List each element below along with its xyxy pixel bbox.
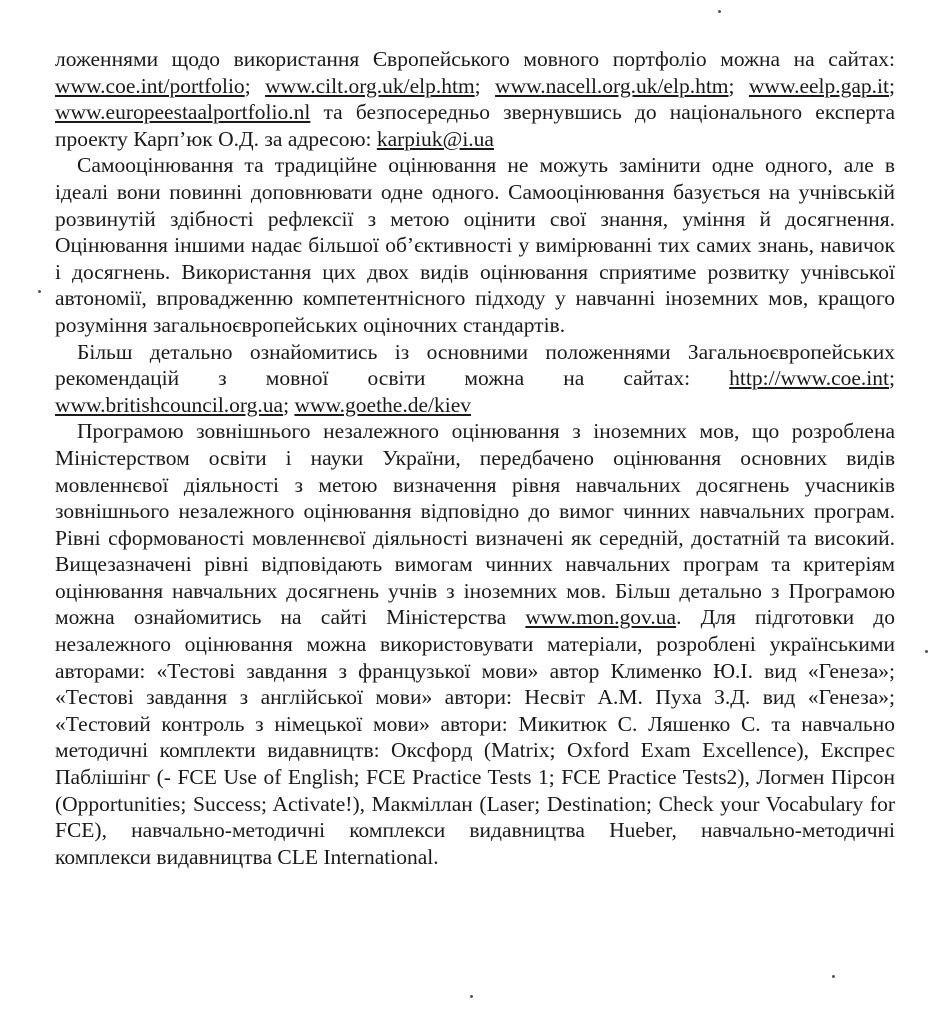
link-britishcouncil[interactable]: www.britishcouncil.org.ua bbox=[55, 392, 284, 417]
paragraph-portfolio-sites bbox=[55, 46, 895, 152]
paragraph-recommendations bbox=[55, 339, 895, 419]
text-segment: ; bbox=[889, 73, 895, 98]
text-segment: . Для підготовки до незалежного оцінювання можна використовувати матеріали, розроблені українськими авторами: «Тестові завдання з французької мови» автор Клименко Ю.І. вид «Генеза»; «Тестові завдання з англійської мови» автори: Несвіт А.М. Пуха З.Д. вид «Генеза»; «Тестовий контроль з німецької мови» автори: Микитюк С. Ляшенко С. та навчально методичні комплекти видавництв: Оксфорд (Matrix; Oxford Exam Excellence), Експрес Паблішінг (- FCE Use of English; FCE Practice Tests 1; FCE Practice Tests2), Логмен Пірсон (Opportunities; Success; Activate!), Макміллан (Laser; Destination; Check your Vocabulary for FCE), навчально-методичні комплекси видавництва Hueber, навчально-методичні комплекси видавництва CLE International. bbox=[55, 605, 895, 869]
paragraph-self-assessment: Самооцінювання та традиційне оцінювання не можуть замінити одне одного, але в ідеалі вони повинні доповнювати одне одного. Самооцінювання базується на учнівській розвинутій здібності рефлексії з метою оцінити свої знання, уміння й досягнення. Оцінювання іншими надає більшої об’єктивності у вимірюванні тих самих знань, навичок і досягнень. Використання цих двох видів оцінювання сприятиме розвитку учнівської автономії, впровадженню компетентнісного підходу у навчанні іноземних мов, кращого розуміння загальноєвропейських оціночних стандартів. bbox=[55, 153, 895, 337]
document-page bbox=[55, 46, 895, 870]
link-coe-portfolio[interactable]: www.coe.int/portfolio bbox=[55, 73, 245, 98]
text-segment: ; bbox=[889, 366, 895, 391]
text-segment: Програмою зовнішнього незалежного оцінювання з іноземних мов, що розроблена Міністерством освіти і науки України, передбачено оцінювання основних видів мовленнєвої діяльності з метою визначення рівня навчальних досягнень учасників зовнішнього незалежного оцінювання відповідно до вимог чинних навчальних програм. Рівні сформованості мовленнєвої діяльності визначені як середній, достатній та високий. Вищезазначені рівні відповідають вимогам чинних навчальних програм та критеріям оцінювання навчальних досягнень учнів з іноземних мов. Більш детально з Програмою можна ознайомитись на сайті Міністерства bbox=[55, 419, 895, 630]
text-segment: ; bbox=[283, 392, 295, 417]
scan-speck bbox=[718, 10, 721, 13]
text-segment: Більш детально ознайомитись із основними положеннями Загальноєвропейських рекомендацій з мовної освіти можна на сайтах: bbox=[55, 339, 895, 391]
scan-speck bbox=[470, 995, 473, 998]
link-nacell[interactable]: www.nacell.org.uk/elp.htm bbox=[495, 73, 729, 98]
scan-speck bbox=[925, 650, 928, 653]
link-coe-int[interactable]: http://www.coe.int bbox=[729, 366, 890, 391]
text-segment: ложеннями щодо використання Європейського мовного портфоліо можна на сайтах: bbox=[55, 47, 895, 71]
link-mon-gov[interactable]: www.mon.gov.ua bbox=[525, 605, 677, 630]
text-segment: ; bbox=[244, 73, 266, 98]
text-segment: та безпосередньо звернувшись до національного експерта проекту Карп’юк О.Д. за адресою: bbox=[55, 100, 895, 151]
scan-speck bbox=[38, 290, 41, 293]
link-europeestaalportfolio[interactable]: www.europeestaalportfolio.nl bbox=[55, 100, 311, 125]
link-goethe[interactable]: www.goethe.de/kiev bbox=[294, 392, 471, 417]
text-segment: ; bbox=[474, 73, 496, 98]
link-cilt[interactable]: www.cilt.org.uk/elp.htm bbox=[265, 73, 475, 98]
link-eelp[interactable]: www.eelp.gap.it bbox=[748, 73, 889, 98]
scan-speck bbox=[832, 975, 835, 978]
paragraph-external-assessment bbox=[55, 418, 895, 870]
link-email-karpiuk[interactable]: karpiuk@i.ua bbox=[376, 126, 494, 151]
text-segment: ; bbox=[728, 73, 749, 98]
